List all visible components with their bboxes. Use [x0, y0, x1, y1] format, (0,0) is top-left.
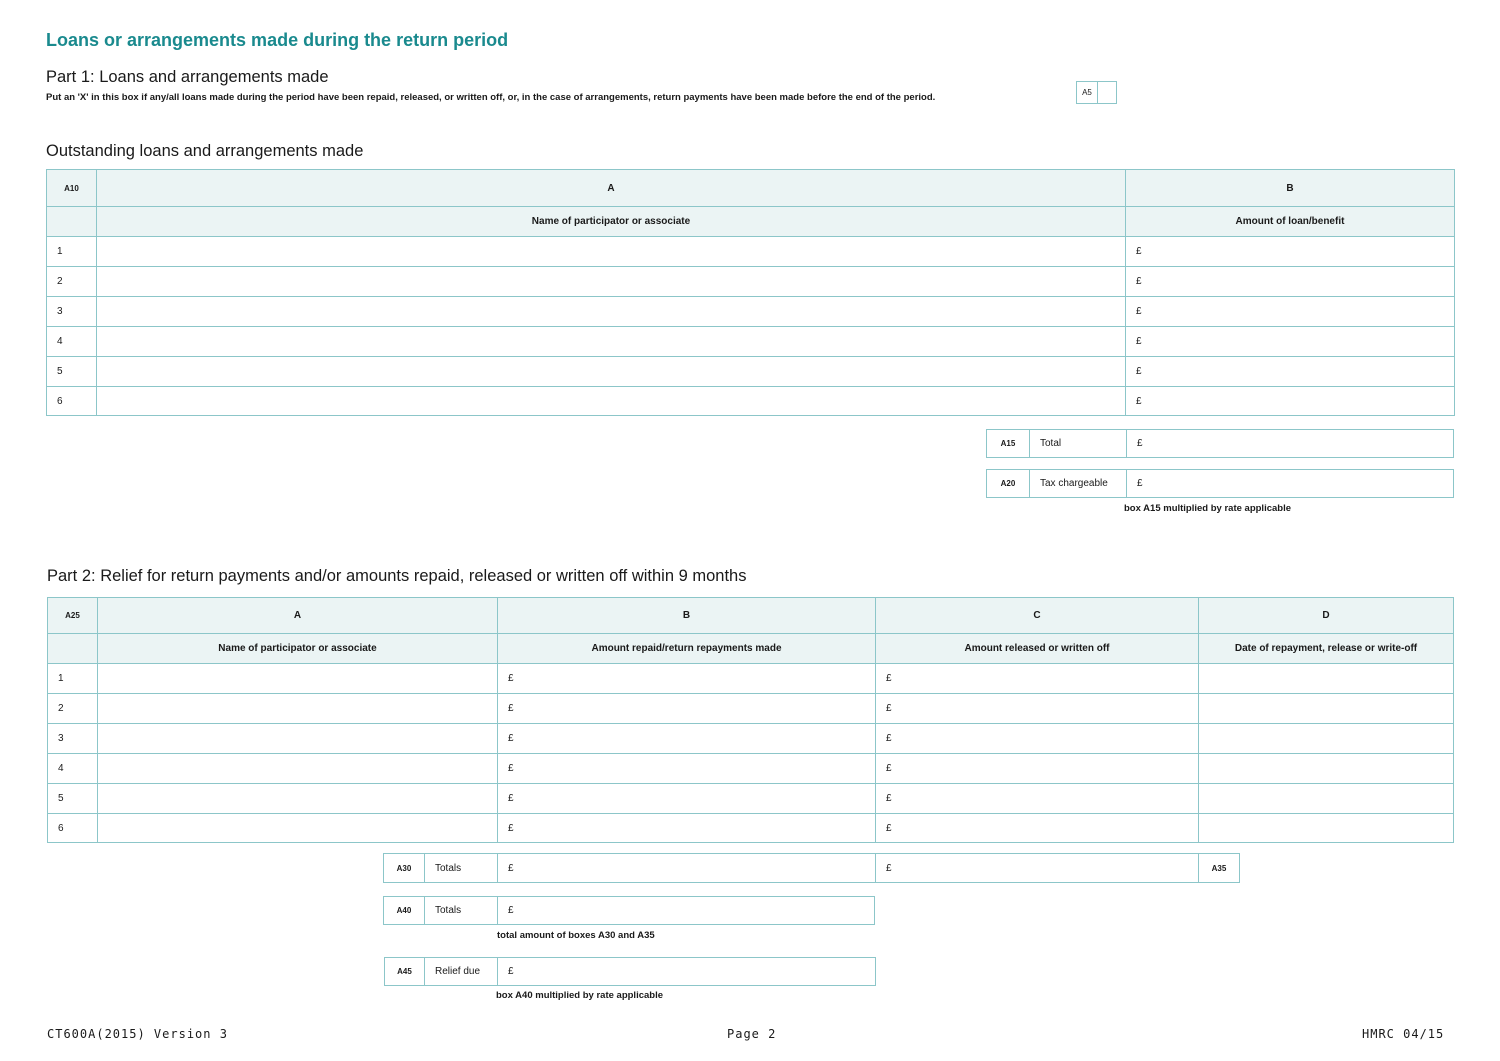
table-row — [48, 784, 1454, 814]
col-header-repaid: Amount repaid/return repayments made — [498, 634, 876, 664]
name-field[interactable] — [97, 237, 1126, 267]
amount-field[interactable]: £ — [1126, 237, 1455, 267]
a40-code: A40 — [384, 897, 425, 924]
part1-heading: Part 1: Loans and arrangements made — [46, 68, 329, 86]
table-row — [48, 724, 1454, 754]
a15-total-row — [986, 429, 1454, 458]
table-row — [47, 297, 1455, 327]
name-field[interactable] — [97, 267, 1126, 297]
name-field[interactable] — [97, 297, 1126, 327]
name-field[interactable] — [98, 784, 498, 814]
row-number: 2 — [47, 267, 97, 297]
table-row — [47, 327, 1455, 357]
amount-field[interactable]: £ — [1126, 357, 1455, 387]
row-number: 2 — [48, 694, 98, 724]
row-number: 3 — [48, 724, 98, 754]
a5-checkbox[interactable] — [1098, 82, 1116, 103]
a45-note: box A40 multiplied by rate applicable — [496, 990, 663, 1001]
name-field[interactable] — [97, 327, 1126, 357]
a30-totals-row — [383, 853, 1240, 883]
a45-code: A45 — [385, 958, 425, 985]
row-number: 4 — [47, 327, 97, 357]
table-row — [48, 754, 1454, 784]
repaid-field[interactable]: £ — [498, 784, 876, 814]
page-title: Loans or arrangements made during the return period — [46, 30, 509, 50]
table-row — [47, 237, 1455, 267]
a15-code: A15 — [987, 430, 1030, 457]
name-field[interactable] — [98, 724, 498, 754]
row-number: 4 — [48, 754, 98, 784]
a25-code: A25 — [48, 598, 98, 634]
repaid-field[interactable]: £ — [498, 724, 876, 754]
a45-relief-row — [384, 957, 876, 986]
released-field[interactable]: £ — [876, 754, 1199, 784]
col-letter-c: C — [876, 598, 1199, 634]
a15-label: Total — [1030, 430, 1127, 457]
blank-header-cell — [48, 634, 98, 664]
row-number: 1 — [47, 237, 97, 267]
a30-repaid-total-field[interactable]: £ — [498, 854, 876, 882]
table-row — [48, 664, 1454, 694]
a30-code: A30 — [384, 854, 425, 882]
date-field[interactable] — [1199, 664, 1454, 694]
table-row — [48, 694, 1454, 724]
a35-code: A35 — [1211, 863, 1227, 873]
row-number: 3 — [47, 297, 97, 327]
a40-total-field[interactable]: £ — [508, 905, 514, 916]
name-field[interactable] — [98, 694, 498, 724]
col-letter-b: B — [1126, 170, 1455, 207]
a5-checkbox-group — [1076, 81, 1117, 104]
a40-label: Totals — [425, 897, 498, 924]
outstanding-loans-table — [46, 169, 1455, 416]
col-header-amount: Amount of loan/benefit — [1126, 207, 1455, 237]
col-letter-b: B — [498, 598, 876, 634]
part1-instruction: Put an 'X' in this box if any/all loans made during the period have been repaid, released, or written off, or, in the case of arrangements, return payments have been made before the end of the period. — [46, 92, 936, 103]
repaid-field[interactable]: £ — [498, 664, 876, 694]
repaid-field[interactable]: £ — [498, 754, 876, 784]
table-row — [47, 357, 1455, 387]
repaid-field[interactable]: £ — [498, 814, 876, 843]
a20-tax-row — [986, 469, 1454, 498]
table-row — [48, 814, 1454, 843]
col-header-name: Name of participator or associate — [98, 634, 498, 664]
part2-heading: Part 2: Relief for return payments and/or amounts repaid, released or written off within 9 months — [47, 567, 747, 585]
a30-released-total-field[interactable]: £ — [876, 854, 1199, 882]
a20-code: A20 — [987, 470, 1030, 497]
col-header-date: Date of repayment, release or write-off — [1199, 634, 1454, 664]
a45-label: Relief due — [425, 958, 498, 985]
date-field[interactable] — [1199, 814, 1454, 843]
released-field[interactable]: £ — [876, 694, 1199, 724]
a45-relief-field[interactable]: £ — [508, 966, 514, 977]
a20-label: Tax chargeable — [1030, 470, 1127, 497]
a20-note: box A15 multiplied by rate applicable — [1124, 503, 1291, 514]
a40-note: total amount of boxes A30 and A35 — [497, 930, 655, 941]
a10-code: A10 — [47, 170, 97, 207]
date-field[interactable] — [1199, 724, 1454, 754]
col-letter-a: A — [98, 598, 498, 634]
table-row — [47, 387, 1455, 416]
col-header-name: Name of participator or associate — [97, 207, 1126, 237]
a15-total-field[interactable]: £ — [1137, 438, 1143, 449]
footer-page-number: Page 2 — [727, 1027, 777, 1041]
released-field[interactable]: £ — [876, 784, 1199, 814]
date-field[interactable] — [1199, 694, 1454, 724]
table-row — [47, 267, 1455, 297]
amount-field[interactable]: £ — [1126, 327, 1455, 357]
col-letter-a: A — [97, 170, 1126, 207]
relief-table — [47, 597, 1454, 843]
name-field[interactable] — [97, 357, 1126, 387]
col-letter-d: D — [1199, 598, 1454, 634]
a20-tax-field[interactable]: £ — [1137, 478, 1143, 489]
row-number: 6 — [47, 387, 97, 416]
amount-field[interactable]: £ — [1126, 267, 1455, 297]
outstanding-heading: Outstanding loans and arrangements made — [46, 142, 364, 160]
name-field[interactable] — [98, 814, 498, 843]
row-number: 6 — [48, 814, 98, 843]
name-field[interactable] — [97, 387, 1126, 416]
repaid-field[interactable]: £ — [498, 694, 876, 724]
footer-form-version: CT600A(2015) Version 3 — [47, 1027, 228, 1041]
row-number: 5 — [48, 784, 98, 814]
a40-totals-row — [383, 896, 875, 925]
row-number: 5 — [47, 357, 97, 387]
blank-header-cell — [47, 207, 97, 237]
date-field[interactable] — [1199, 784, 1454, 814]
amount-field[interactable]: £ — [1126, 387, 1455, 416]
name-field[interactable] — [98, 754, 498, 784]
amount-field[interactable]: £ — [1126, 297, 1455, 327]
a30-label: Totals — [425, 854, 498, 882]
released-field[interactable]: £ — [876, 664, 1199, 694]
date-field[interactable] — [1199, 754, 1454, 784]
a5-code: A5 — [1077, 82, 1098, 103]
col-header-released: Amount released or written off — [876, 634, 1199, 664]
name-field[interactable] — [98, 664, 498, 694]
footer-hmrc-date: HMRC 04/15 — [1362, 1027, 1445, 1041]
row-number: 1 — [48, 664, 98, 694]
released-field[interactable]: £ — [876, 724, 1199, 754]
released-field[interactable]: £ — [876, 814, 1199, 843]
